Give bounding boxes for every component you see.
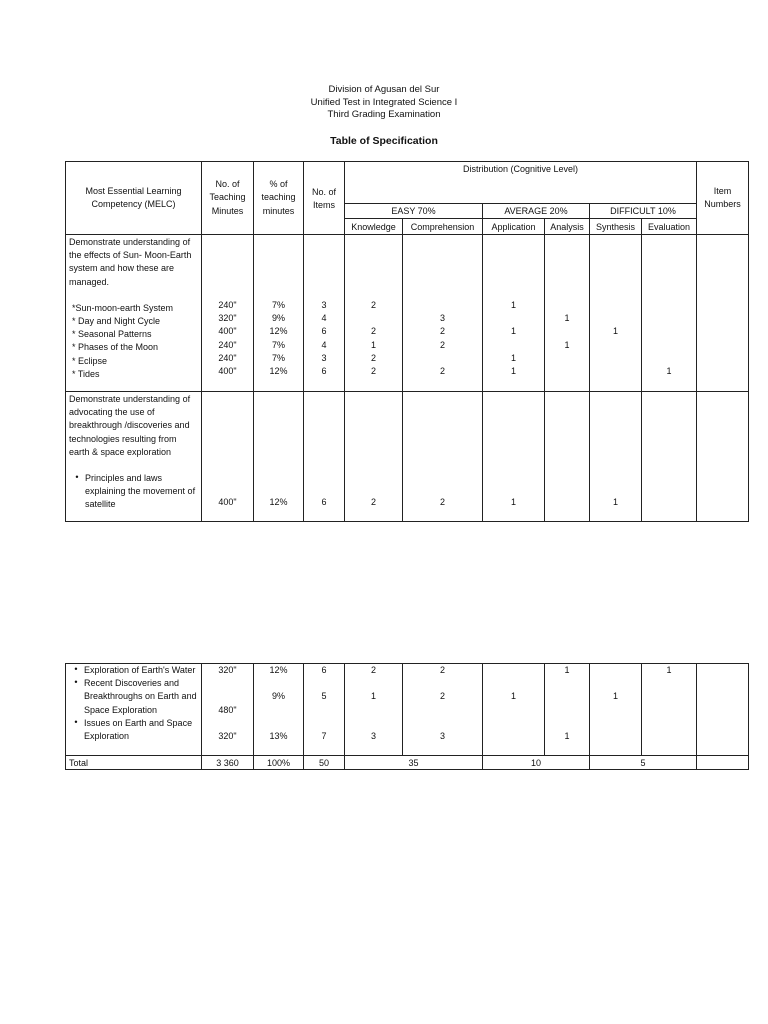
list-item: • Principles and laws explaining the movement of satellite [69,472,198,512]
page-title: Table of Specification [330,135,438,147]
analysis-cell [545,392,590,522]
minutes-header: No. of Teaching Minutes [202,162,254,235]
distribution-header: Distribution (Cognitive Level) [345,162,697,204]
application-header: Application [483,219,545,235]
percent-cell: 12% [254,392,304,522]
item-numbers-cell [697,664,749,756]
average-header: AVERAGE 20% [483,204,590,219]
comprehension-cell: 2 2 3 [403,664,483,756]
table-row [66,392,749,522]
total-average: 10 [483,756,590,770]
competency-cell [66,392,202,522]
total-percent: 100% [254,756,304,770]
item-numbers-cell [697,392,749,522]
evaluation-cell: 1 [642,235,697,392]
competency-cell [66,235,202,392]
item-numbers-cell [697,756,749,770]
list-item: • Exploration of Earth's Water [68,664,199,677]
items-cell: 3 4 6 4 3 6 [304,235,345,392]
analysis-header: Analysis [545,219,590,235]
specification-table [65,161,749,522]
synthesis-cell: 1 [590,235,642,392]
competency-text: Demonstrate understanding of the effects of Sun- Moon-Earth system and how these are managed. [69,237,192,287]
analysis-cell: 1 1 [545,235,590,392]
specification-table-continued [65,663,749,770]
total-items: 50 [304,756,345,770]
evaluation-header: Evaluation [642,219,697,235]
evaluation-cell: 1 [642,664,697,756]
bullet-icon: • [74,716,78,727]
total-minutes: 3 360 [202,756,254,770]
header-line-exam: Third Grading Examination [327,109,441,120]
application-cell: 1 [483,664,545,756]
list-item: • Recent Discoveries and Breakthroughs on Earth and Space Exploration [68,677,199,717]
topic-list: *Sun-moon-earth System * Day and Night Cycle * Seasonal Patterns * Phases of the Moon * Eclipse * Tides [72,302,174,379]
knowledge-cell: 2 2 1 2 2 [345,235,403,392]
evaluation-cell [642,392,697,522]
percent-header: % of teaching minutes [254,162,304,235]
item-numbers-cell [697,235,749,392]
comprehension-cell: 3 2 2 2 [403,235,483,392]
synthesis-header: Synthesis [590,219,642,235]
items-header: No. of Items [304,162,345,235]
bullet-icon: • [75,472,79,483]
total-difficult: 5 [590,756,697,770]
melc-header: Most Essential Learning Competency (MELC) [66,162,202,235]
header-line-test: Unified Test in Integrated Science I [310,97,458,108]
total-row [66,756,749,770]
application-cell: 1 [483,392,545,522]
minutes-cell: 240" 320" 400" 240" 240" 400" [202,235,254,392]
total-label: Total [66,756,202,770]
header-line-division: Division of Agusan del Sur [328,84,440,95]
synthesis-cell: 1 [590,664,642,756]
total-easy: 35 [345,756,483,770]
item-numbers-header: Item Numbers [697,162,749,235]
synthesis-cell: 1 [590,392,642,522]
comprehension-cell: 2 [403,392,483,522]
minutes-cell: 320" 480" 320" [202,664,254,756]
easy-header: EASY 70% [345,204,483,219]
bullet-icon: • [74,664,78,674]
comprehension-header: Comprehension [403,219,483,235]
items-cell: 6 5 7 [304,664,345,756]
knowledge-header: Knowledge [345,219,403,235]
table-row [66,664,749,756]
percent-cell: 7% 9% 12% 7% 7% 12% [254,235,304,392]
knowledge-cell: 2 1 3 [345,664,403,756]
percent-cell: 12% 9% 13% [254,664,304,756]
application-cell: 1 1 1 1 [483,235,545,392]
difficult-header: DIFFICULT 10% [590,204,697,219]
items-cell: 6 [304,392,345,522]
competency-text: Demonstrate understanding of advocating the use of breakthrough /discoveries and technologies resulting from earth & space exploration [69,394,191,457]
analysis-cell: 1 1 [545,664,590,756]
table-row [66,235,749,392]
knowledge-cell: 2 [345,392,403,522]
list-item: • Issues on Earth and Space Exploration [68,717,199,743]
minutes-cell: 400" [202,392,254,522]
bullet-icon: • [74,677,78,688]
topic-cell [66,664,202,756]
